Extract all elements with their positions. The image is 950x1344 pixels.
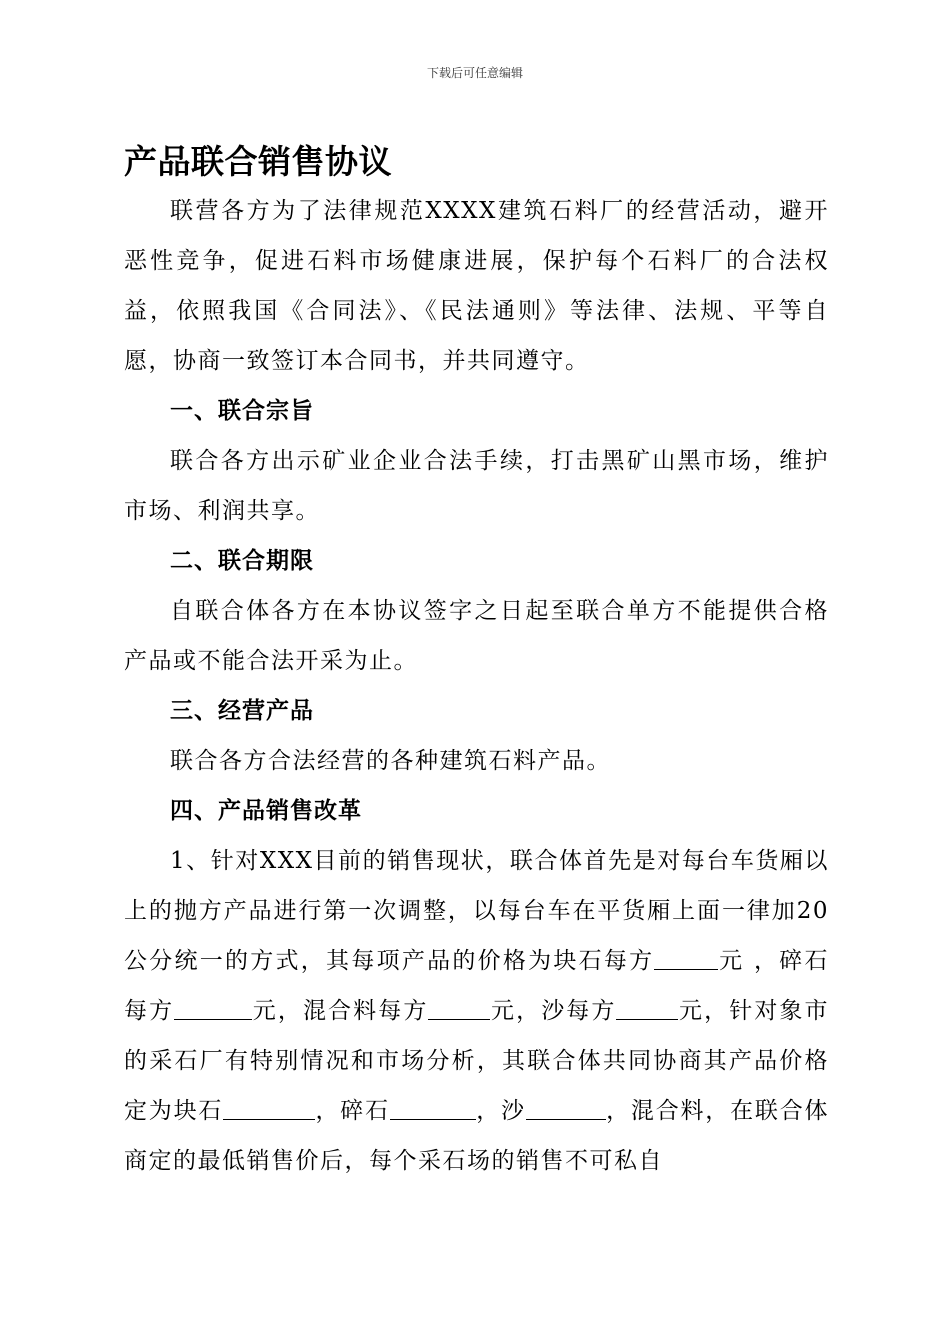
- price-blank-sand: [616, 996, 678, 1020]
- agreed-price-blank-crushed-stone: [390, 1096, 476, 1120]
- section-heading-term: 二、联合期限: [170, 548, 314, 574]
- agreed-price-blank-sand: [526, 1096, 606, 1120]
- page-header: 下载后可任意编辑: [426, 66, 523, 80]
- price-blank-mixed-material: [428, 996, 490, 1020]
- clause-1-text-g: ，沙: [475, 1098, 526, 1124]
- clause-1-text-e: 元，针对象市的采石厂有特别情况和市场分析，其联合体共同协商其产品价格定为块石: [124, 998, 830, 1124]
- section-body-purpose: 联合各方出示矿业企业合法手续，打击黑矿山黑市场，维护市场、利润共享。: [124, 448, 829, 524]
- document-body: [124, 138, 829, 1186]
- clause-1-paragraph: [124, 836, 829, 1186]
- intro-paragraph: 联营各方为了法律规范XXXX建筑石料厂的经营活动，避开恶性竞争，促进石料市场健康进展，保护每个石料厂的合法权益，依照我国《合同法》、《民法通则》等法律、法规、平等自愿，协商一致签订本合同书，并共同遵守。: [124, 198, 829, 374]
- section-heading-purpose: 一、联合宗旨: [170, 398, 314, 424]
- agreed-price-blank-block-stone: [223, 1096, 315, 1120]
- section-heading-sales-reform: 四、产品销售改革: [170, 798, 362, 824]
- clause-1-text-h: ，混合料，在联合体商定的最低销售价后，每个采石场的销售不可私自: [124, 1098, 830, 1174]
- clause-1-text-b: 元 ，碎石每方: [124, 948, 830, 1024]
- price-blank-block-stone: [654, 946, 718, 970]
- clause-1-text-d: 元，沙每方: [490, 998, 617, 1024]
- document-title: 产品联合销售协议: [124, 142, 392, 181]
- clause-1-text-a: 1、针对XXX目前的销售现状，联合体首先是对每台车货厢以上的抛方产品进行第一次调整，以每台车在平货厢上面一律加20公分统一的方式，其每项产品的价格为块石每方: [124, 848, 829, 974]
- section-body-term: 自联合体各方在本协议签字之日起至联合单方不能提供合格产品或不能合法开采为止。: [124, 598, 829, 674]
- clause-1-text-c: 元，混合料每方: [252, 998, 429, 1024]
- clause-1-text-f: ，碎石: [315, 1098, 390, 1124]
- section-heading-products: 三、经营产品: [170, 698, 314, 724]
- price-blank-crushed-stone: [174, 996, 252, 1020]
- section-body-products: 联合各方合法经营的各种建筑石料产品。: [170, 748, 611, 774]
